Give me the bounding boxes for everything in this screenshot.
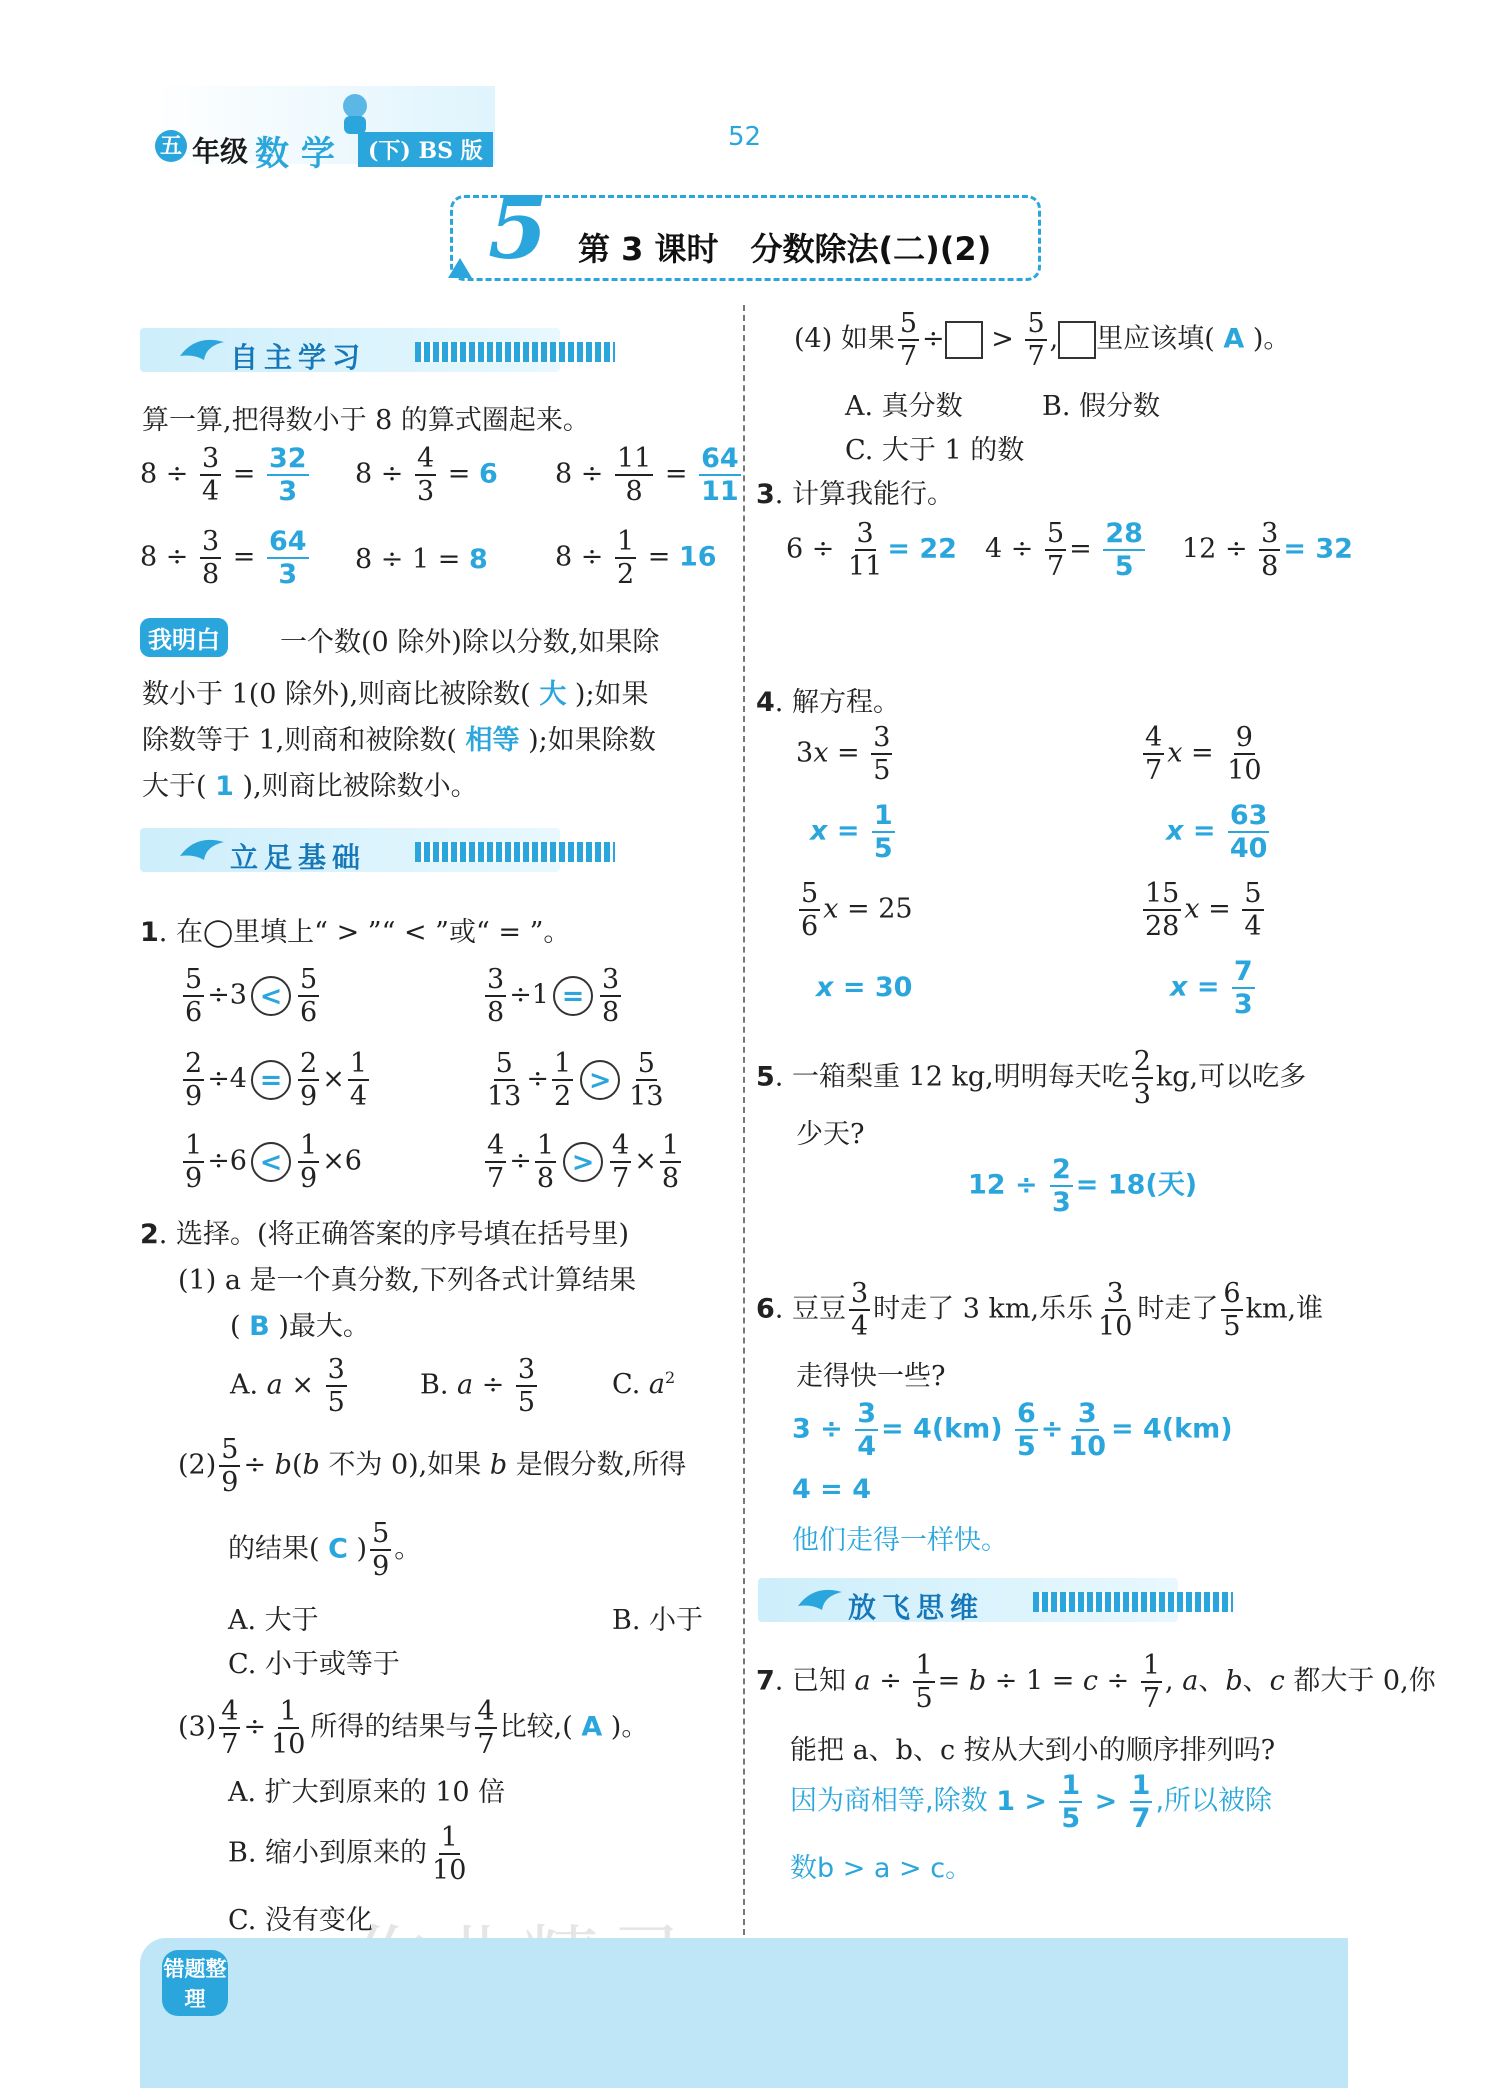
q7-answer-text: ,所以被除 xyxy=(1155,1785,1273,1817)
grade-label: 年级 xyxy=(192,135,249,168)
section-bar xyxy=(1033,1592,1233,1612)
bird-icon xyxy=(176,830,228,870)
q2-p3-option-b-text: B. 缩小到原来的 xyxy=(228,1837,428,1869)
q4-sol-4: x = $\frac{7}{3}$ xyxy=(1170,956,1253,1020)
q2-p1-answer-line: ( B )最大。 xyxy=(230,1311,370,1342)
section-title: 放飞思维 xyxy=(848,1591,985,1624)
compare-circle[interactable]: < xyxy=(251,1142,291,1182)
q6-compare: 4 = 4 xyxy=(792,1474,871,1505)
blank-box[interactable] xyxy=(945,321,983,359)
footer-panel xyxy=(140,1938,1348,2088)
q2-p1-tail: )最大。 xyxy=(278,1311,370,1342)
q2-p1-option-c: C. $a^2$ xyxy=(612,1368,676,1400)
q3-title: 3. 计算我能行。 xyxy=(756,479,954,510)
q3-expr-3: 12 ÷ $\frac{3}{8}$ = 32 xyxy=(1182,518,1353,582)
q7-answer-2: 数b > a > c。 xyxy=(790,1853,973,1884)
q2-p1-option-b: B. a ÷ $\frac{3}{5}$ xyxy=(420,1354,536,1418)
section-thinking xyxy=(758,1578,1233,1622)
q2-p2-option-a: A. 大于 xyxy=(228,1605,319,1636)
q4-sol-1: x = $\frac{1}{5}$ xyxy=(810,800,893,864)
compare-circle[interactable]: > xyxy=(563,1142,603,1182)
rule-text: );如果 xyxy=(574,679,649,710)
footer-label: 错题整理 xyxy=(162,1950,228,2016)
q6-calc-1: 3 ÷ $\frac{3}{4}$ = 4(km) xyxy=(792,1398,1003,1462)
rule-text: 大于( xyxy=(142,771,207,802)
q2-p2-option-b: B. 小于 xyxy=(612,1605,704,1636)
section-self-study xyxy=(140,328,615,372)
q5-answer: 12 ÷ $\frac{2}{3}$ = 18(天) xyxy=(968,1154,1198,1218)
section-basics xyxy=(140,828,615,872)
q2-p1-option-a: A. a × $\frac{3}{5}$ xyxy=(230,1354,345,1418)
section-title: 自主学习 xyxy=(230,341,367,374)
q3-title-text: 计算我能行。 xyxy=(791,479,954,510)
q6-text: 豆豆 xyxy=(791,1293,846,1325)
subject-label: 数 学 xyxy=(255,134,335,174)
rule-answer-3: 1 xyxy=(215,771,234,802)
expr-2: 8 ÷ $\frac{4}{3}$ = 6 xyxy=(355,443,498,507)
q2-p3-answer: A xyxy=(581,1711,603,1743)
rule-line-2 xyxy=(142,672,649,711)
expr-6: 8 ÷ $\frac{1}{2}$ = 16 xyxy=(555,526,717,590)
q4-title-text: 解方程。 xyxy=(791,687,900,718)
q2-p3-option-c: C. 没有变化 xyxy=(228,1905,373,1936)
q2-p3-option-b: B. 缩小到原来的 $\frac{1}{10}$ xyxy=(228,1822,467,1886)
q4-eq-4: $\frac{15}{28}$ x = $\frac{5}{4}$ xyxy=(1145,878,1262,942)
rule-text: ),则商比被除数小。 xyxy=(242,771,478,802)
q1-title-text: 在◯里填上“ > ”“ < ”或“ = ”。 xyxy=(175,917,571,948)
q7-line-1: 7. 已知 a ÷ $\frac{1}{5}$ = b ÷ 1 = c ÷ $\frac{1}{7}$ , a、b、c 都大于 0,你 xyxy=(756,1650,1436,1714)
column-divider xyxy=(743,305,745,1935)
compare-circle[interactable]: = xyxy=(553,976,593,1016)
q7-answer-text: 因为商相等,除数 xyxy=(790,1785,988,1817)
understand-badge: 我明白 xyxy=(140,618,228,657)
q4-eq-2: $\frac{4}{7}$ x = $\frac{9}{10}$ xyxy=(1145,722,1262,786)
triangle-icon xyxy=(448,258,472,278)
q6-text: 时走了 xyxy=(1137,1293,1219,1325)
q1-row3-left: $\frac{1}{9}$ ÷6 < $\frac{1}{9}$ ×6 xyxy=(185,1130,362,1194)
q3-expr-1: 6 ÷ $\frac{3}{11}$ = 22 xyxy=(786,518,957,582)
section-title: 立足基础 xyxy=(230,841,367,874)
q6-line-2: 走得快一些? xyxy=(796,1361,946,1392)
q1-row1-right: $\frac{3}{8}$ ÷1 = $\frac{3}{8}$ xyxy=(487,964,620,1028)
q2-p1-answer: B xyxy=(249,1311,270,1342)
q5-line-2: 少天? xyxy=(796,1119,865,1150)
q2-p4-option-a: A. 真分数 xyxy=(845,391,963,422)
expr-4: 8 ÷ $\frac{3}{8}$ = $\frac{64}{3}$ xyxy=(140,526,307,590)
bird-icon xyxy=(176,330,228,370)
q2-p4-option-c: C. 大于 1 的数 xyxy=(845,435,1025,466)
rule-text: 数小于 1(0 除外),则商比被除数( xyxy=(142,679,531,710)
q5-text: kg,可以吃多 xyxy=(1155,1061,1307,1093)
q7-answer-1: 因为商相等,除数 1 > $\frac{1}{5}$ > $\frac{1}{7}$ ,所以被除 xyxy=(790,1770,1273,1834)
q2-p2-option-c: C. 小于或等于 xyxy=(228,1649,400,1680)
q5-line-1: 5. 一箱梨重 12 kg,明明每天吃 $\frac{2}{3}$ kg,可以吃多 xyxy=(756,1046,1307,1110)
q6-line-1: 6. 豆豆 $\frac{3}{4}$ 时走了 3 km,乐乐 $\frac{3}{10}$ 时走了 $\frac{6}{5}$ km,谁 xyxy=(756,1278,1324,1342)
rule-line-1: 一个数(0 除外)除以分数,如果除 xyxy=(280,627,660,658)
q6-text: 时走了 3 km,乐乐 xyxy=(873,1293,1094,1325)
q2-p4-answer: A xyxy=(1223,323,1245,355)
q4-eq-1: 3x = $\frac{3}{5}$ xyxy=(796,722,891,786)
q4-sol-3: x = 30 xyxy=(816,972,913,1003)
expr-1: 8 ÷ $\frac{3}{4}$ = $\frac{32}{3}$ xyxy=(140,443,307,507)
compare-circle[interactable]: = xyxy=(251,1060,291,1100)
section-bar xyxy=(415,342,615,362)
compare-circle[interactable]: < xyxy=(251,976,291,1016)
q1-row1-left: $\frac{5}{6}$ ÷3 < $\frac{5}{6}$ xyxy=(185,964,318,1028)
q2-p1: (1) a 是一个真分数,下列各式计算结果 xyxy=(178,1265,637,1296)
q4-eq-3: $\frac{5}{6}$ x = 25 xyxy=(801,878,913,942)
grade-badge: 五 xyxy=(155,130,187,162)
unit-number: 5 xyxy=(488,178,548,279)
q2-title-text: 选择。(将正确答案的序号填在括号里) xyxy=(175,1219,630,1250)
rule-line-4 xyxy=(142,764,478,803)
q2-p3: (3) $\frac{4}{7}$ ÷ $\frac{1}{10}$ 所得的结果与 $\frac{4}{7}$ 比较,( A )。 xyxy=(178,1696,649,1760)
q1-title: 1. 在◯里填上“ > ”“ < ”或“ = ”。 xyxy=(140,917,571,948)
lesson-title: 第 3 课时 分数除法(二)(2) xyxy=(578,230,992,268)
q5-unit: (天) xyxy=(1145,1169,1198,1201)
q2-p3-option-a: A. 扩大到原来的 10 倍 xyxy=(228,1777,506,1808)
page-number: 52 xyxy=(728,122,762,152)
q2-title: 2. 选择。(将正确答案的序号填在括号里) xyxy=(140,1219,630,1250)
q1-row2-right: $\frac{5}{13}$ ÷ $\frac{1}{2}$ > $\frac{5}{13}$ xyxy=(487,1048,664,1112)
q2-p2-answer: C xyxy=(328,1533,348,1565)
q1-row3-right: $\frac{4}{7}$ ÷ $\frac{1}{8}$ > $\frac{4}{7}$ × $\frac{1}{8}$ xyxy=(487,1130,679,1194)
q5-text: 一箱梨重 12 kg,明明每天吃 xyxy=(791,1061,1129,1093)
q2-p4: (4) 如果 $\frac{5}{7}$ ÷ > $\frac{5}{7}$ , 里应该填( A )。 xyxy=(794,308,1291,372)
q2-p2-answer-line: 的结果( C ) $\frac{5}{9}$ 。 xyxy=(228,1518,422,1582)
section-bar xyxy=(415,842,615,862)
mascot-icon xyxy=(330,88,380,138)
blank-box[interactable] xyxy=(1058,321,1096,359)
rule-line-3 xyxy=(142,718,656,757)
q2-p4-option-b: B. 假分数 xyxy=(1042,391,1161,422)
q7-line-2: 能把 a、b、c 按从大到小的顺序排列吗? xyxy=(790,1735,1276,1766)
bird-icon xyxy=(794,1580,846,1620)
expr-3: 8 ÷ $\frac{11}{8}$ = $\frac{64}{11}$ xyxy=(555,443,739,507)
expr-5: 8 ÷ 1 = 8 xyxy=(355,544,488,575)
q6-calc-2: $\frac{6}{5}$ ÷ $\frac{3}{10}$ = 4(km) xyxy=(1017,1398,1233,1462)
rule-answer-1: 大 xyxy=(539,679,567,710)
rule-answer-2: 相等 xyxy=(465,725,520,756)
rule-text: );如果除数 xyxy=(528,725,656,756)
q1-row2-left: $\frac{2}{9}$ ÷4 = $\frac{2}{9}$ × $\frac{1}{4}$ xyxy=(185,1048,367,1112)
q6-text: km,谁 xyxy=(1245,1293,1324,1325)
rule-text: 除数等于 1,则商和被除数( xyxy=(142,725,457,756)
q4-title: 4. 解方程。 xyxy=(756,687,900,718)
q2-p2: (2) $\frac{5}{9}$ ÷ b(b 不为 0),如果 b 是假分数,所得 xyxy=(178,1434,687,1498)
edition-label: (下) BS 版 xyxy=(358,132,493,167)
q6-conclusion: 他们走得一样快。 xyxy=(792,1525,1008,1556)
q3-expr-2: 4 ÷ $\frac{5}{7}$ = $\frac{28}{5}$ xyxy=(985,518,1143,582)
compare-circle[interactable]: > xyxy=(580,1060,620,1100)
self-study-instruction: 算一算,把得数小于 8 的算式圈起来。 xyxy=(142,405,590,436)
q4-sol-2: x = $\frac{63}{40}$ xyxy=(1166,800,1268,864)
